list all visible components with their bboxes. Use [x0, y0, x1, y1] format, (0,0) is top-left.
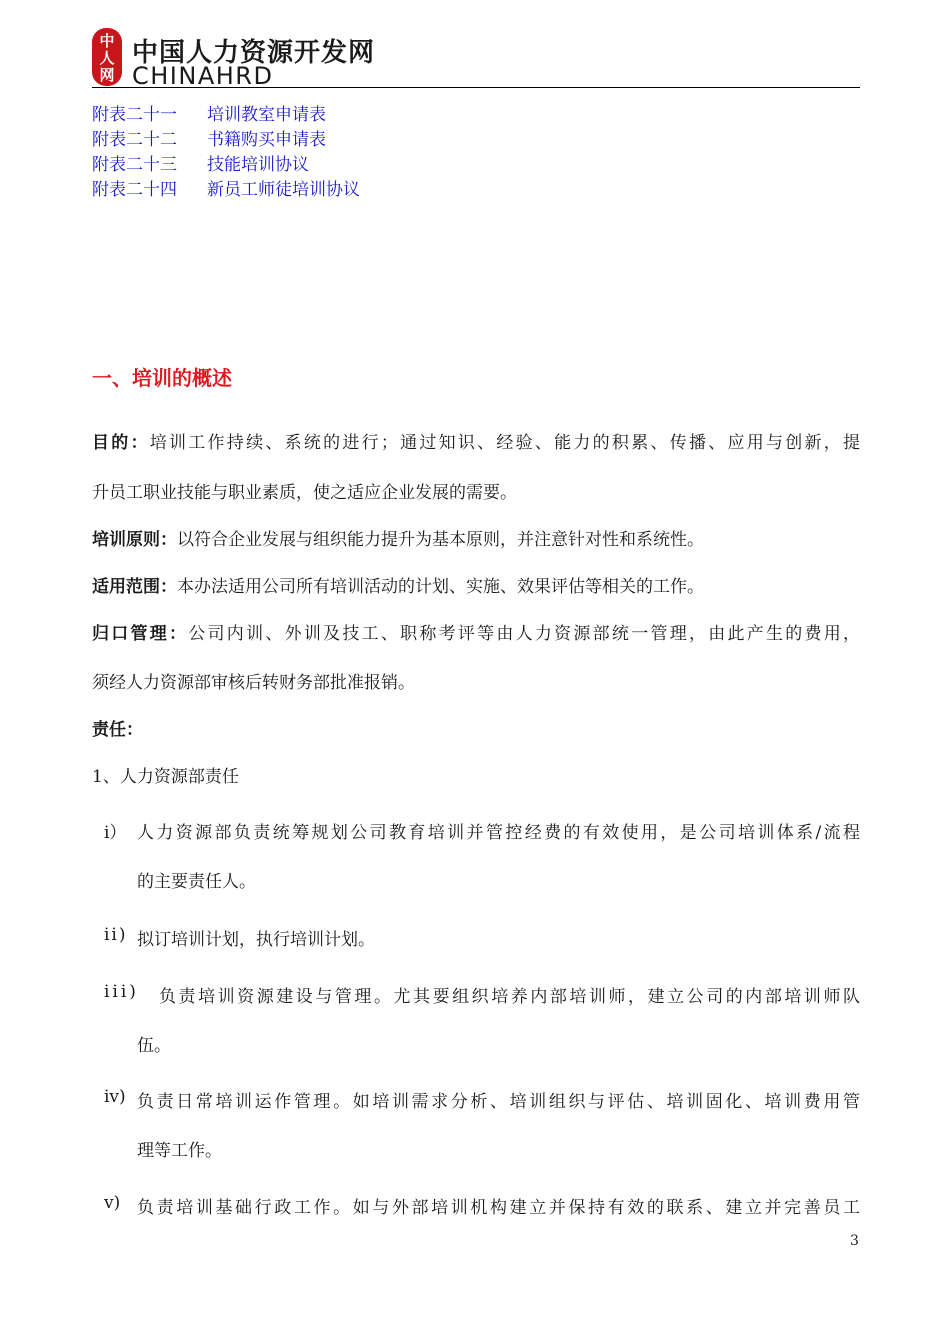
mgmt-label: 归口管理： [92, 624, 189, 644]
logo-english-name: CHINAHRD [132, 62, 274, 90]
section-heading: 一、培训的概述 [92, 366, 232, 390]
appendix-title: 书籍购买申请表 [207, 130, 326, 150]
appendix-number: 附表二十四 [92, 180, 177, 200]
scope-text: 本办法适用公司所有培训活动的计划、实施、效果评估等相关的工作。 [177, 577, 704, 597]
appendix-link-24[interactable] [92, 178, 360, 203]
item-text-1: 拟订培训计划，执行培训计划。 [137, 930, 375, 950]
appendix-number: 附表二十二 [92, 130, 177, 150]
item-text-1: 负责日常培训运作管理。如培训需求分析、培训组织与评估、培训固化、培训费用管 [137, 1092, 860, 1112]
purpose-label: 目的： [92, 433, 150, 453]
appendix-link-22[interactable] [92, 128, 360, 153]
logo-chinese-name: 中国人力资源开发网 [132, 38, 376, 68]
chinahrd-seal-logo [92, 28, 122, 86]
purpose-text-1: 培训工作持续、系统的进行；通过知识、经验、能力的积累、传播、应用与创新，提 [149, 433, 861, 453]
seal-char-2: 人 [99, 49, 115, 67]
item-text-2: 的主要责任人。 [137, 872, 256, 892]
header [92, 26, 860, 88]
item-text-2: 理等工作。 [137, 1141, 222, 1161]
responsibility-label: 责任： [92, 720, 143, 740]
seal-char-1: 中 [99, 32, 115, 50]
seal-char-3: 网 [99, 66, 115, 84]
scope-label: 适用范围： [92, 577, 177, 597]
item-marker: v) [104, 1193, 121, 1213]
item-marker: i） [104, 823, 127, 843]
appendix-title: 培训教室申请表 [207, 105, 326, 125]
item-text-2: 伍。 [137, 1036, 171, 1056]
appendix-title: 技能培训协议 [207, 155, 309, 175]
appendix-link-23[interactable] [92, 153, 360, 178]
mgmt-line-1 [92, 619, 860, 644]
item-text-1: 人力资源部负责统筹规划公司教育培训并管控经费的有效使用，是公司培训体系/流程 [137, 823, 860, 843]
item-marker: ii) [104, 925, 128, 945]
scope-paragraph [92, 572, 704, 597]
item-marker: iv) [104, 1087, 126, 1107]
principle-paragraph [92, 525, 704, 550]
purpose-line-1 [92, 428, 860, 453]
page-number: 3 [850, 1233, 859, 1249]
principle-label: 培训原则： [92, 530, 177, 550]
appendix-number: 附表二十一 [92, 105, 177, 125]
item-text-1: 负责培训基础行政工作。如与外部培训机构建立并保持有效的联系、建立并完善员工 [137, 1198, 860, 1218]
appendix-title: 新员工师徒培训协议 [207, 180, 360, 200]
appendix-link-21[interactable] [92, 103, 360, 128]
principle-text: 以符合企业发展与组织能力提升为基本原则，并注意针对性和系统性。 [177, 530, 704, 550]
item-marker: iii) [104, 982, 139, 1002]
mgmt-text-2: 须经人力资源部审核后转财务部批准报销。 [92, 673, 415, 693]
item-text-1: 负责培训资源建设与管理。尤其要组织培养内部培训师，建立公司的内部培训师队 [159, 987, 860, 1007]
purpose-text-2: 升员工职业技能与职业素质，使之适应企业发展的需要。 [92, 483, 517, 503]
header-divider [92, 87, 860, 88]
appendix-list [92, 103, 360, 203]
appendix-number: 附表二十三 [92, 155, 177, 175]
responsibility-subheading: 1、人力资源部责任 [92, 767, 239, 787]
mgmt-text-1: 公司内训、外训及技工、职称考评等由人力资源部统一管理，由此产生的费用， [188, 624, 861, 644]
